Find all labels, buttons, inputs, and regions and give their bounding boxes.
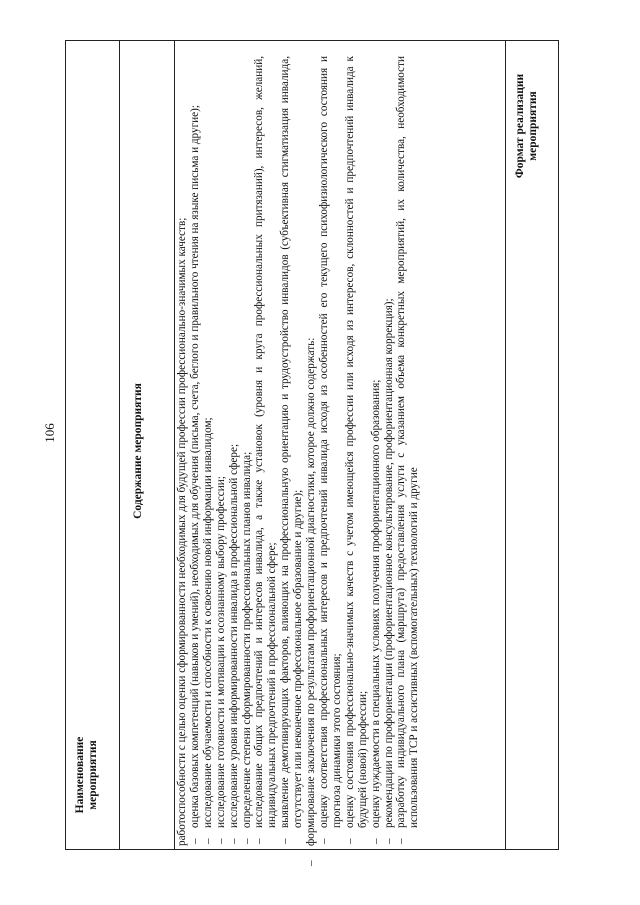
content-intro: работоспособности с целью оценки сформированности необходимых для будущей профессии профессионально-значимых качеств; (176, 217, 188, 846)
content-text (176, 56, 421, 866)
list-item: – оценку состояния профессионально-значимых качеств с учетом имеющейся профессии или исходя из интересов, склонностей и предпочтений инвалида к будущей (новой) профессии; (343, 56, 369, 844)
list-item: – рекомендации по профориентации (профориентационное консультирование, профориентационная коррекция); (382, 298, 395, 844)
header-name: Наименование мероприятия (74, 736, 99, 814)
list-item: – оценка базовых компетенций (навыков и умений), необходимых для обучения (письма, счета, беглого и правильного чтения на языке письма и другие); (188, 105, 201, 844)
list-item: – исследование готовности и мотивации к осознанному выбору профессии; (214, 476, 227, 844)
list-item: – исследование общих предпочтений и интересов инвалида, а также установок (уровня и круга профессиональных притязаний), интересов, желаний, индивидуальных предпочтений в профессиональной сфере; (253, 56, 279, 844)
measures-table (65, 40, 559, 866)
conclusion-intro: – формирование заключения по результатам профориентационной диагностики, которое должно содержать: (305, 337, 318, 866)
name-column (66, 41, 120, 849)
list-item: – определение степени сформированности профессиональных планов инвалида; (240, 451, 253, 844)
list-item: – оценку нуждаемости в специальных условиях получения профориентационного образования; (369, 379, 382, 844)
content-column (120, 41, 506, 866)
format-column (506, 41, 558, 849)
final-item: – разработку индивидуального плана (маршрута) предоставления услуги с указанием объема конкретных мероприятий, их количества, необходимости использования ТСР и ассистивных (вспомогательных) технологий и другие (395, 56, 421, 844)
header-content: Содержание мероприятия (132, 383, 144, 519)
header-format: Формат реализации мероприятия (514, 73, 539, 179)
list-item: – выявление демотивирующих факторов, влияющих на профессиональную ориентацию и трудоустройство инвалидов (субъективная стигматизация инвалида, отсутствует или неконечное профессиональное образование и другие); (279, 56, 305, 844)
list-item: – оценку соответствия профессиональных интересов и предпочтений инвалида исходя из особенностей его текущего психофизиологического состояния и прогноза динамики этого состояния; (317, 56, 343, 844)
list-item: – исследование обучаемости и способности к освоению новой информации инвалидом; (201, 417, 214, 844)
list-item: – исследование уровня информированности инвалида в профессиональной сфере; (227, 443, 240, 844)
page-number: 106 (41, 423, 57, 443)
